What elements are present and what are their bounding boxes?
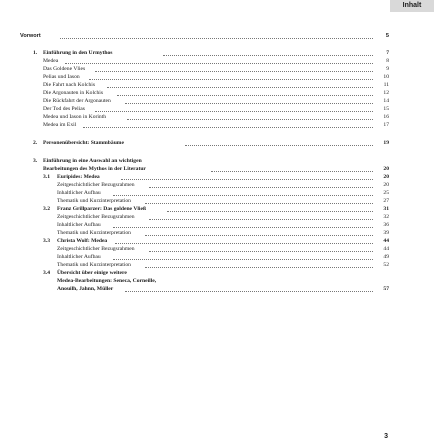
toc-page: 44 — [383, 246, 389, 252]
leader-dots — [121, 179, 373, 180]
leader-dots — [113, 259, 373, 260]
leader-dots — [127, 119, 373, 120]
toc-entry-section-3-4-line1[interactable] — [43, 269, 389, 277]
toc-number: 2. — [33, 140, 38, 146]
toc-label: Medea und Iason in Korinth — [43, 114, 107, 120]
toc-page: 7 — [386, 50, 389, 56]
toc-page: 9 — [386, 66, 389, 72]
toc-number: 3. — [33, 158, 38, 164]
leader-dots — [125, 291, 373, 292]
leader-dots — [113, 227, 373, 228]
toc-label: Personenübersicht: Stammbäume — [43, 140, 124, 146]
toc-page: 15 — [383, 106, 389, 112]
toc-label: Medea — [43, 58, 59, 64]
toc-label: Zeitgeschichtlicher Bezugsrahmen — [57, 214, 135, 220]
toc-entry[interactable] — [57, 197, 389, 205]
toc-entry[interactable] — [43, 73, 389, 81]
toc-label: Anouilh, Jahnn, Müller — [57, 286, 114, 292]
leader-dots — [149, 251, 373, 252]
toc-page: 14 — [383, 98, 389, 104]
toc-entry[interactable] — [43, 57, 389, 65]
toc-page: 5 — [385, 33, 389, 39]
toc-label: Zeitgeschichtlicher Bezugsrahmen — [57, 246, 135, 252]
leader-dots — [185, 145, 373, 146]
leader-dots — [145, 235, 373, 236]
toc-label: Thematik und Kurzinterpretation — [57, 198, 131, 204]
toc-page: 52 — [383, 262, 389, 268]
leader-dots — [163, 55, 373, 56]
leader-dots — [65, 63, 373, 64]
leader-dots — [83, 127, 373, 128]
toc-entry-vorwort[interactable] — [20, 32, 389, 40]
toc-page: 32 — [383, 214, 389, 220]
toc-page: 8 — [386, 58, 389, 64]
toc-page: 27 — [383, 198, 389, 204]
toc-label: Medea-Bearbeitungen: Seneca, Corneille, — [57, 278, 157, 284]
leader-dots — [117, 95, 373, 96]
toc-page: 31 — [383, 206, 389, 212]
toc-page: 20 — [383, 182, 389, 188]
toc-entry[interactable] — [43, 121, 389, 129]
leader-dots — [95, 111, 373, 112]
leader-dots — [145, 267, 373, 268]
leader-dots — [149, 187, 373, 188]
toc-label: Franz Grillparzer: Das goldene Vließ — [57, 206, 147, 212]
toc-entry[interactable] — [57, 213, 389, 221]
toc-label: Inhaltlicher Aufbau — [57, 254, 101, 260]
toc-label: Thematik und Kurzinterpretation — [57, 230, 131, 236]
toc-label: Pelias und Iason — [43, 74, 80, 80]
toc-entry-section-3-3[interactable] — [43, 237, 389, 245]
toc-page: 12 — [383, 90, 389, 96]
toc-entry[interactable] — [57, 229, 389, 237]
toc-label: Der Tod des Pelias — [43, 106, 85, 112]
toc-page: 20 — [383, 174, 389, 180]
toc-label: Christa Wolf: Medea — [57, 238, 108, 244]
leader-dots — [113, 195, 373, 196]
toc-entry[interactable] — [43, 65, 389, 73]
leader-dots — [89, 79, 373, 80]
toc-label: Bearbeitungen des Mythos in der Literatur — [43, 166, 146, 172]
toc-entry[interactable] — [43, 105, 389, 113]
toc-entry-section-3-4-line2[interactable] — [43, 277, 389, 285]
toc-page: 10 — [383, 74, 389, 80]
toc-entry[interactable] — [57, 221, 389, 229]
toc-page: 25 — [383, 190, 389, 196]
leader-dots — [167, 211, 373, 212]
toc-page: 17 — [383, 122, 389, 128]
leader-dots — [145, 203, 373, 204]
toc-page: 57 — [383, 286, 389, 292]
toc-entry[interactable] — [43, 89, 389, 97]
toc-label: Inhaltlicher Aufbau — [57, 190, 101, 196]
toc-number: 3.3 — [43, 238, 50, 244]
toc-label: Die Argonauten in Kolchis — [43, 90, 104, 96]
toc-label: Thematik und Kurzinterpretation — [57, 262, 131, 268]
toc-entry[interactable] — [43, 113, 389, 121]
toc-number: 3.2 — [43, 206, 50, 212]
toc-entry-section-3-4-line3[interactable] — [43, 285, 389, 293]
leader-dots — [60, 38, 373, 39]
toc-entry-section-3-2[interactable] — [43, 205, 389, 213]
toc-entry[interactable] — [43, 81, 389, 89]
toc-number: 3.1 — [43, 174, 50, 180]
page-number: 3 — [384, 433, 388, 440]
toc-entry-chapter-2[interactable] — [33, 139, 389, 147]
toc-number: 3.4 — [43, 270, 50, 276]
toc-entry-chapter-3-line2[interactable] — [33, 165, 389, 173]
toc-label: Das Goldene Vlies — [43, 66, 86, 72]
leader-dots — [149, 219, 373, 220]
leader-dots — [107, 87, 373, 88]
toc-label: Die Fahrt nach Kolchis — [43, 82, 96, 88]
toc-entry-section-3-1[interactable] — [43, 173, 389, 181]
toc-entry-chapter-3-line1[interactable] — [33, 157, 389, 165]
toc-entry-chapter-1[interactable] — [33, 49, 389, 57]
toc-page: 20 — [383, 166, 389, 172]
toc-entry[interactable] — [57, 181, 389, 189]
toc-page: 44 — [383, 238, 389, 244]
toc-page: 49 — [383, 254, 389, 260]
toc-number: 1. — [33, 50, 38, 56]
toc-page: 36 — [383, 222, 389, 228]
toc-label: Euripides: Medea — [57, 174, 100, 180]
leader-dots — [125, 103, 373, 104]
toc-entry[interactable] — [57, 189, 389, 197]
toc-entry[interactable] — [43, 97, 389, 105]
toc-label: Medea im Exil — [43, 122, 77, 128]
toc-label: Übersicht über einige weitere — [57, 270, 127, 276]
leader-dots — [95, 71, 373, 72]
toc-label: Die Rückfahrt der Argonauten — [43, 98, 111, 104]
toc-page: 16 — [383, 114, 389, 120]
toc-entry[interactable] — [57, 253, 389, 261]
toc-entry[interactable] — [57, 261, 389, 269]
toc-page: 39 — [383, 230, 389, 236]
toc-label: Vorwort — [20, 33, 41, 39]
section-tab: Inhalt — [390, 0, 434, 12]
leader-dots — [115, 243, 373, 244]
leader-dots — [211, 171, 373, 172]
toc-page: 19 — [383, 140, 389, 146]
toc-label: Einführung in eine Auswahl an wichtigen — [43, 158, 142, 164]
toc-label: Inhaltlicher Aufbau — [57, 222, 101, 228]
toc-entry[interactable] — [57, 245, 389, 253]
toc-label: Zeitgeschichtlicher Bezugsrahmen — [57, 182, 135, 188]
toc-page: 11 — [383, 82, 389, 88]
toc-label: Einführung in den Urmythos — [43, 50, 113, 56]
